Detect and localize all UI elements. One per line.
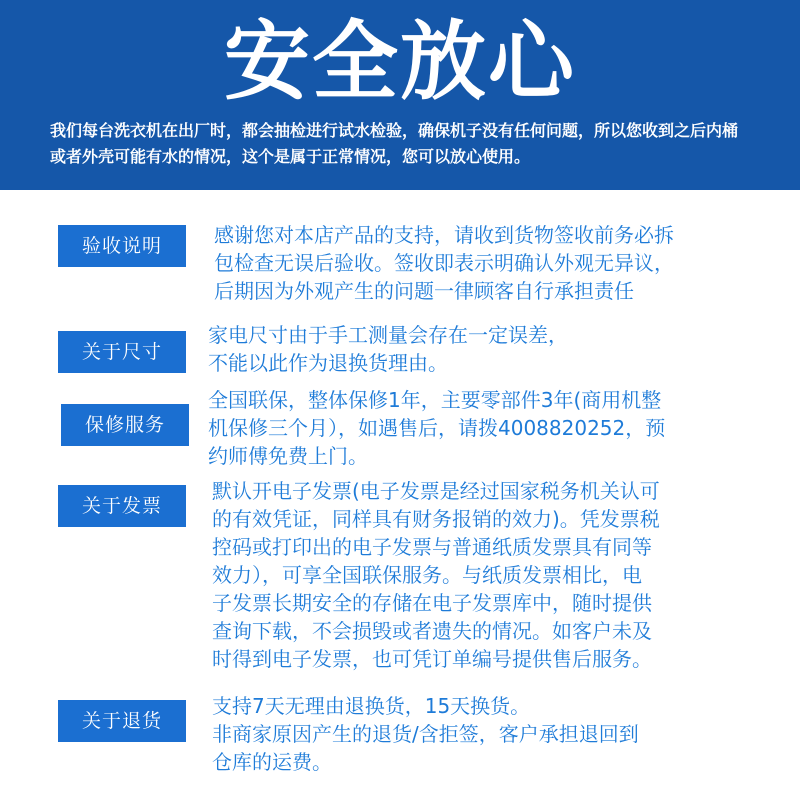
section-label-invoice: 关于发票 [58,485,186,527]
section-label-acceptance: 验收说明 [58,225,186,267]
section-text-warranty: 全国联保，整体保修1年，主要零部件3年(商用机整 机保修三个月），如遇售后，请拨4008820252，预 约师傅免费上门。 [208,388,666,468]
section-text-returns: 支持7天无理由退换货，15天换货。 非商家原因产生的退货/含拒签，客户承担退回到 仓库的运费。 [212,694,639,774]
section-label-returns: 关于退货 [58,700,186,742]
section-text-invoice: 默认开电子发票(电子发票是经过国家税务机关认可 的有效凭证，同样具有财务报销的效力)。凭发票税 控码或打印出的电子发票与普通纸质发票具有同等 效力），可享全国联保服务。与纸质发票相比，电 子发票长期安全的存储在电子发票库中，随时提供 查询下载，不会损毁或者遗失的情况。如客户未及 时得到电子发票，也可凭订单编号提供售后服务。 [212,479,660,671]
section-text-size: 家电尺寸由于手工测量会存在一定误差， 不能以此作为退换货理由。 [208,323,568,375]
header-title: 安全放心 [224,12,576,112]
header-note: 我们每台洗衣机在出厂时，都会抽检进行试水检验，确保机子没有任何问题，所以您收到之后内桶或者外壳可能有水的情况，这个是属于正常情况，您可以放心使用。 [50,121,739,166]
section-text-acceptance: 感谢您对本店产品的支持，请收到货物签收前务必拆 包检查无误后验收。签收即表示明确认外观无异议， 后期因为外观产生的问题一律顾客自行承担责任 [214,223,674,303]
section-label-warranty: 保修服务 [61,404,189,446]
section-label-size: 关于尺寸 [58,331,186,373]
header-banner [0,0,800,190]
